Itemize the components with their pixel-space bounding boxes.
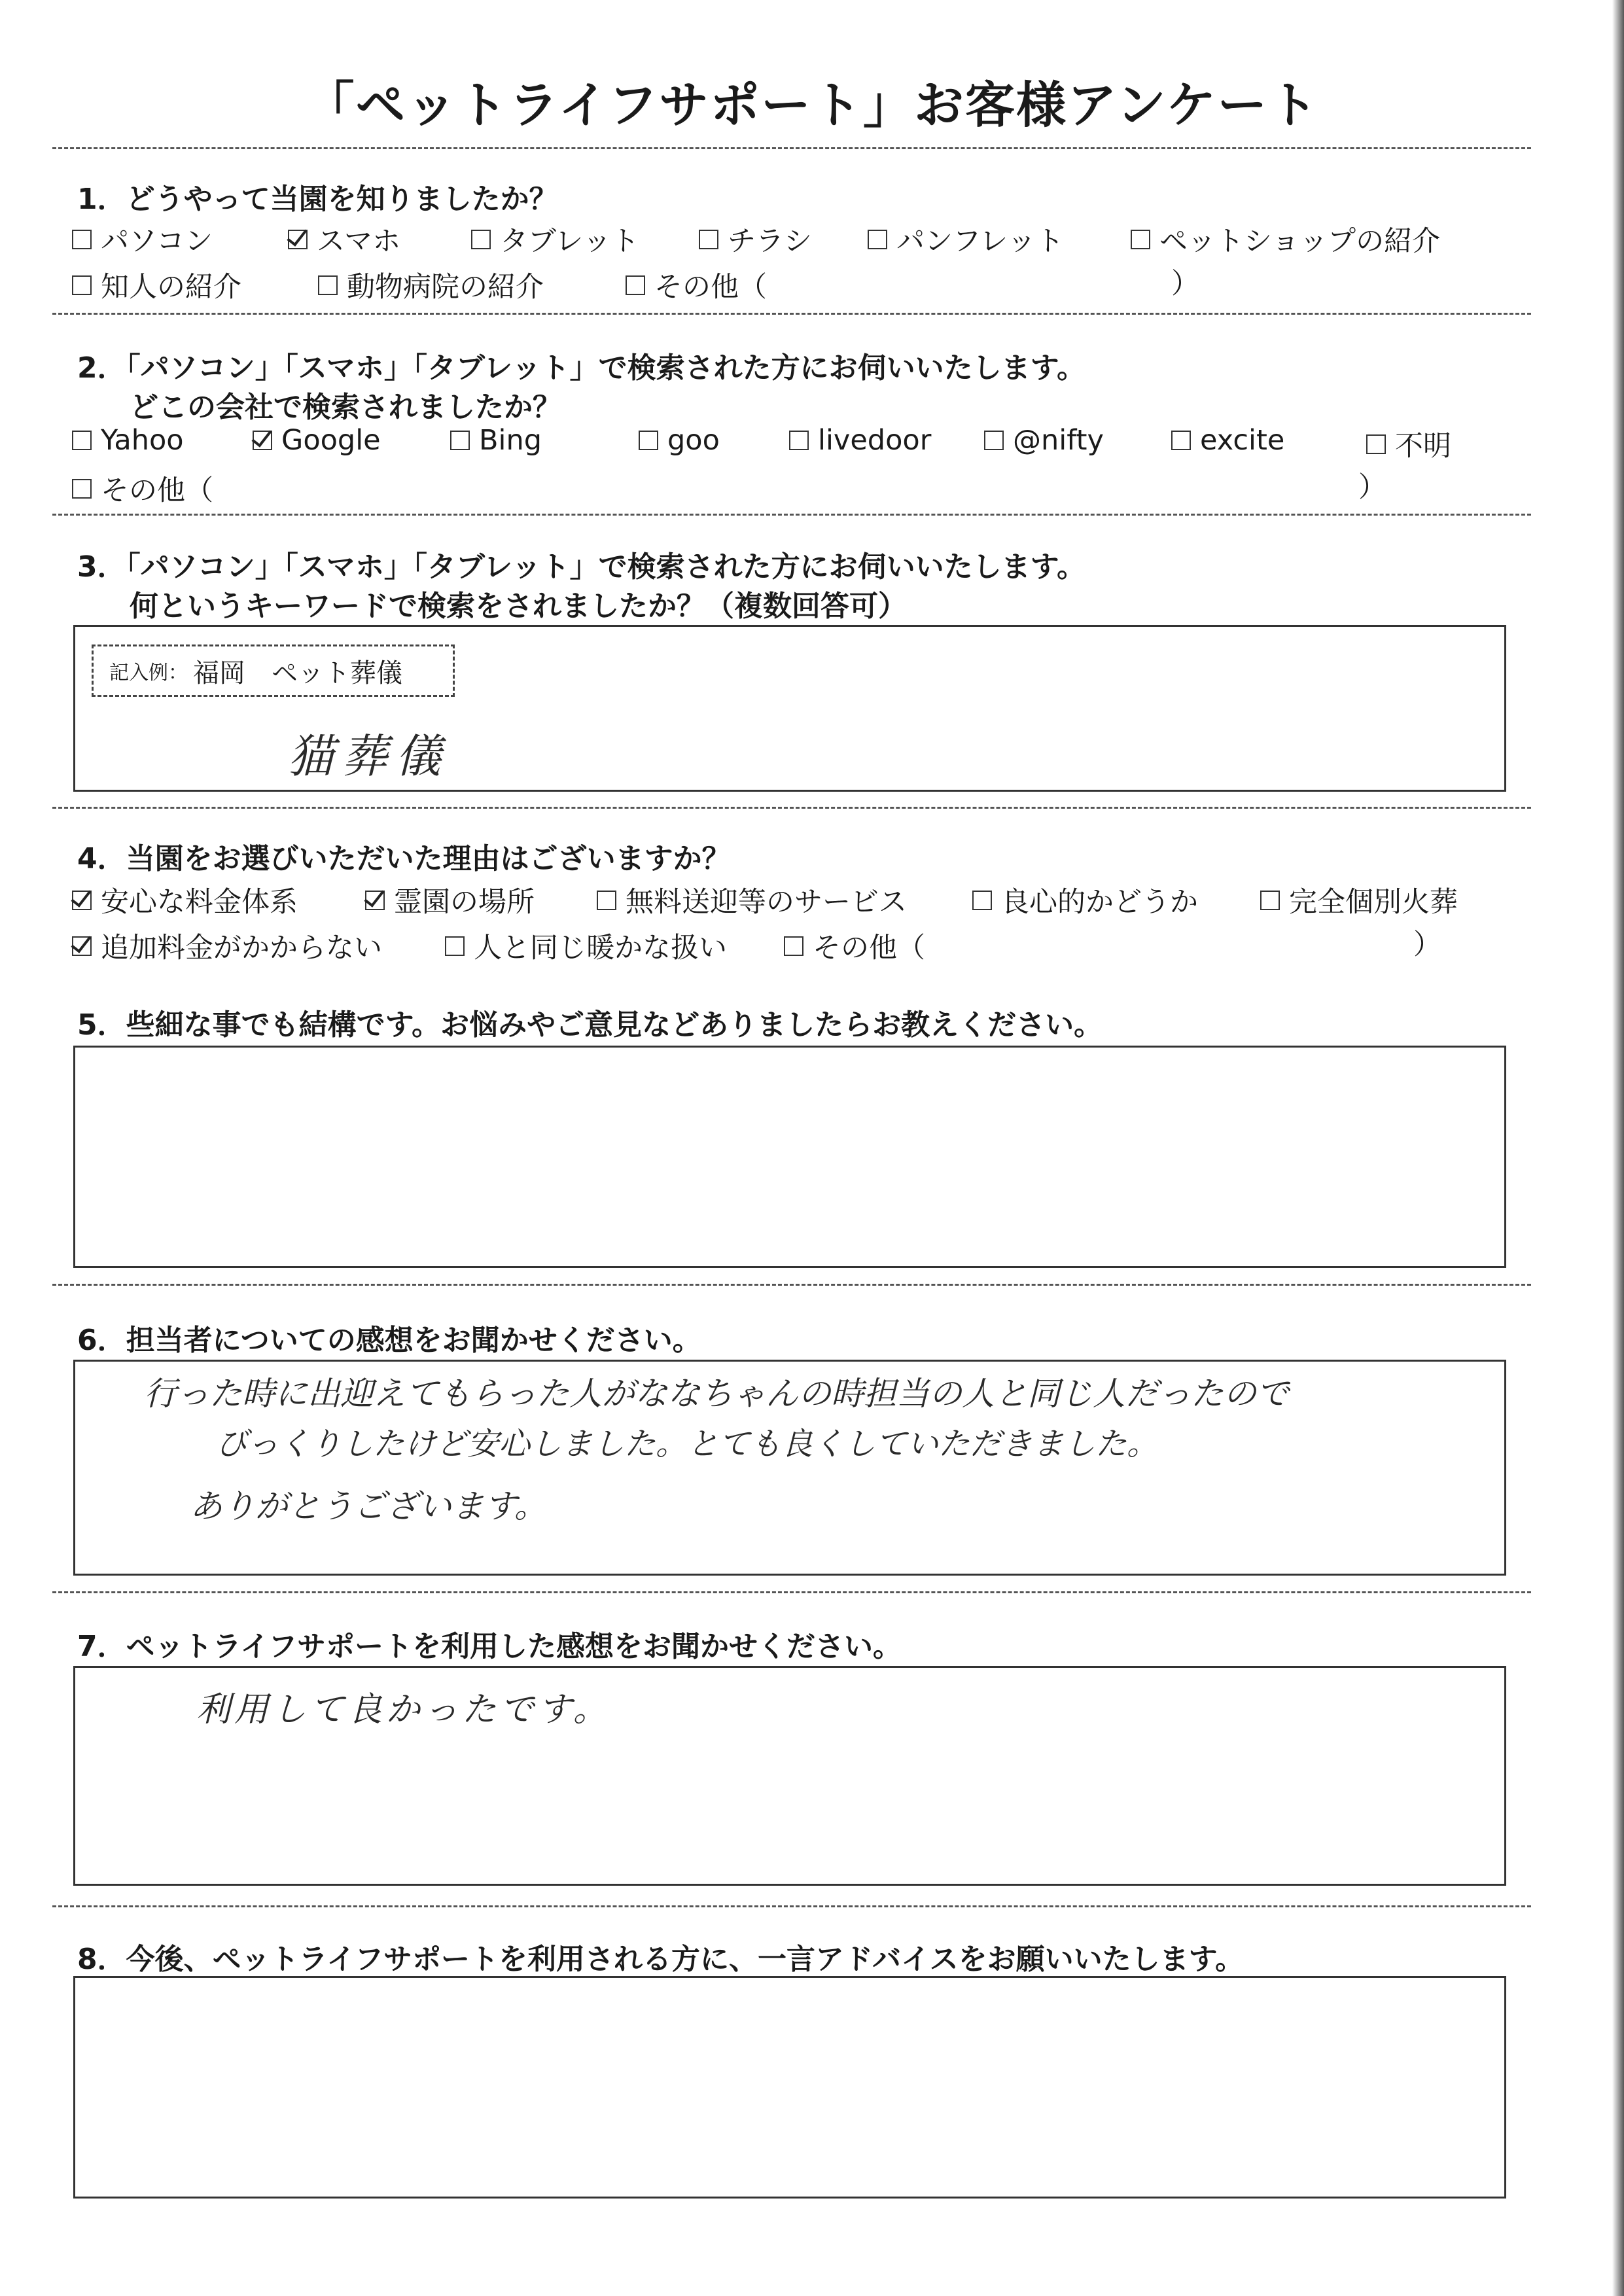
checkbox[interactable] [626,275,645,295]
example-word-1: 福岡 [193,658,245,688]
q1-option-flyer[interactable]: チラシ [699,219,812,259]
q8-question: 8．今後、ペットライフサポートを利用される方に、一言アドバイスをお願いいたします。 [77,1943,1244,1976]
q2-option-other[interactable]: その他（ [72,468,213,508]
checkbox[interactable] [72,275,92,295]
q6-answer-line-2: びっくりしたけど安心しました。とても良くしていただきました。 [216,1426,1159,1462]
divider [52,1284,1531,1286]
q2-option-unknown[interactable]: 不明 [1366,424,1451,464]
checkbox[interactable] [72,479,92,499]
divider [52,1591,1531,1593]
q3-question-line2: 何というキーワードで検索をされましたか？（複数回答可） [130,590,907,623]
divider [52,313,1531,315]
checkbox[interactable] [972,891,992,910]
q4-option-conscientious[interactable]: 良心的かどうか [972,880,1198,920]
q4-option-warm-treatment[interactable]: 人と同じ暖かな扱い [445,926,727,966]
q2-option-bing[interactable]: Bing [450,424,542,457]
q2-question: 2．「パソコン」「スマホ」「タブレット」で検索された方にお伺いいたします。 [77,351,1086,385]
survey-title: 「ペットライフサポート」お客様アンケート [304,76,1320,134]
checkbox[interactable] [471,230,491,249]
checkbox[interactable] [1171,431,1191,450]
q4-option-other[interactable]: その他（ [784,926,925,966]
checkbox[interactable] [1260,891,1280,910]
q2-option-livedoor[interactable]: livedoor [789,424,931,457]
q8-answer-box[interactable] [73,1976,1506,2199]
q2-option-excite[interactable]: excite [1171,424,1284,457]
q1-option-acquaintance[interactable]: 知人の紹介 [72,265,241,305]
checkbox[interactable] [72,936,92,956]
checkbox[interactable] [365,891,385,910]
example-word-2: ペット葬儀 [272,658,402,688]
q1-other-close-paren: ） [1171,268,1199,300]
checkbox[interactable] [639,431,658,450]
checkbox[interactable] [72,230,92,249]
checkbox[interactable] [445,936,465,956]
q5-answer-box[interactable] [73,1046,1506,1268]
q2-option-yahoo[interactable]: Yahoo [72,424,184,457]
checkbox[interactable] [699,230,718,249]
checkbox[interactable] [1131,230,1150,249]
checkbox[interactable] [597,891,616,910]
q2-option-google[interactable]: Google [253,424,381,457]
q1-option-tablet[interactable]: タブレット [471,219,639,259]
q5-question: 5．些細な事でも結構です。お悩みやご意見などありましたらお教えください。 [77,1008,1103,1042]
q2-option-goo[interactable]: goo [639,424,720,457]
q6-answer-line-3: ありがとうございます。 [190,1487,547,1525]
q4-other-close-paren: ） [1413,928,1441,961]
q2-option-nifty[interactable]: @nifty [984,424,1104,457]
checkbox[interactable] [288,230,308,249]
divider [52,514,1531,516]
q6-answer-line-1: 行った時に出迎えてもらった人がななちゃんの時担当の人と同じ人だったので [144,1375,1289,1413]
q7-question: 7．ペットライフサポートを利用した感想をお聞かせください。 [77,1630,902,1663]
q1-option-smartphone[interactable]: スマホ [288,219,400,259]
scan-edge [1612,0,1624,2296]
checkbox[interactable] [1366,434,1386,454]
q1-question: 1．どうやって当園を知りましたか？ [77,183,558,216]
checkbox[interactable] [318,275,338,295]
q4-option-price[interactable]: 安心な料金体系 [72,880,298,920]
checkbox[interactable] [72,891,92,910]
q7-answer-text: 利用して良かったです。 [196,1690,611,1729]
checkbox[interactable] [868,230,887,249]
q2-question-line2: どこの会社で検索されましたか？ [130,391,561,424]
divider [52,147,1531,149]
checkbox[interactable] [253,431,272,450]
checkbox[interactable] [72,431,92,450]
q4-option-no-extra-fee[interactable]: 追加料金がかからない [72,926,382,966]
checkbox[interactable] [789,431,809,450]
q2-other-close-paren: ） [1358,471,1386,504]
q1-option-vet[interactable]: 動物病院の紹介 [318,265,544,305]
example-label: 記入例： [109,662,188,684]
checkbox[interactable] [450,431,470,450]
checkbox[interactable] [984,431,1004,450]
q3-example [92,645,455,697]
q4-question: 4．当園をお選びいただいた理由はございますか？ [77,842,731,875]
q1-option-pc[interactable]: パソコン [72,219,213,259]
divider [52,1905,1531,1907]
q3-answer-text: 猫葬儀 [288,730,449,783]
q1-option-other[interactable]: その他（ [626,265,767,305]
q4-option-free-transport[interactable]: 無料送迎等のサービス [597,880,907,920]
q1-option-petshop[interactable]: ペットショップの紹介 [1131,219,1440,259]
q3-question: 3．「パソコン」「スマホ」「タブレット」で検索された方にお伺いいたします。 [77,550,1086,584]
q1-option-pamphlet[interactable]: パンフレット [868,219,1064,259]
q4-option-individual-cremation[interactable]: 完全個別火葬 [1260,880,1458,920]
checkbox[interactable] [784,936,803,956]
q6-question: 6．担当者についての感想をお聞かせください。 [77,1324,701,1357]
divider [52,807,1531,809]
q4-option-location[interactable]: 霊園の場所 [365,880,535,920]
